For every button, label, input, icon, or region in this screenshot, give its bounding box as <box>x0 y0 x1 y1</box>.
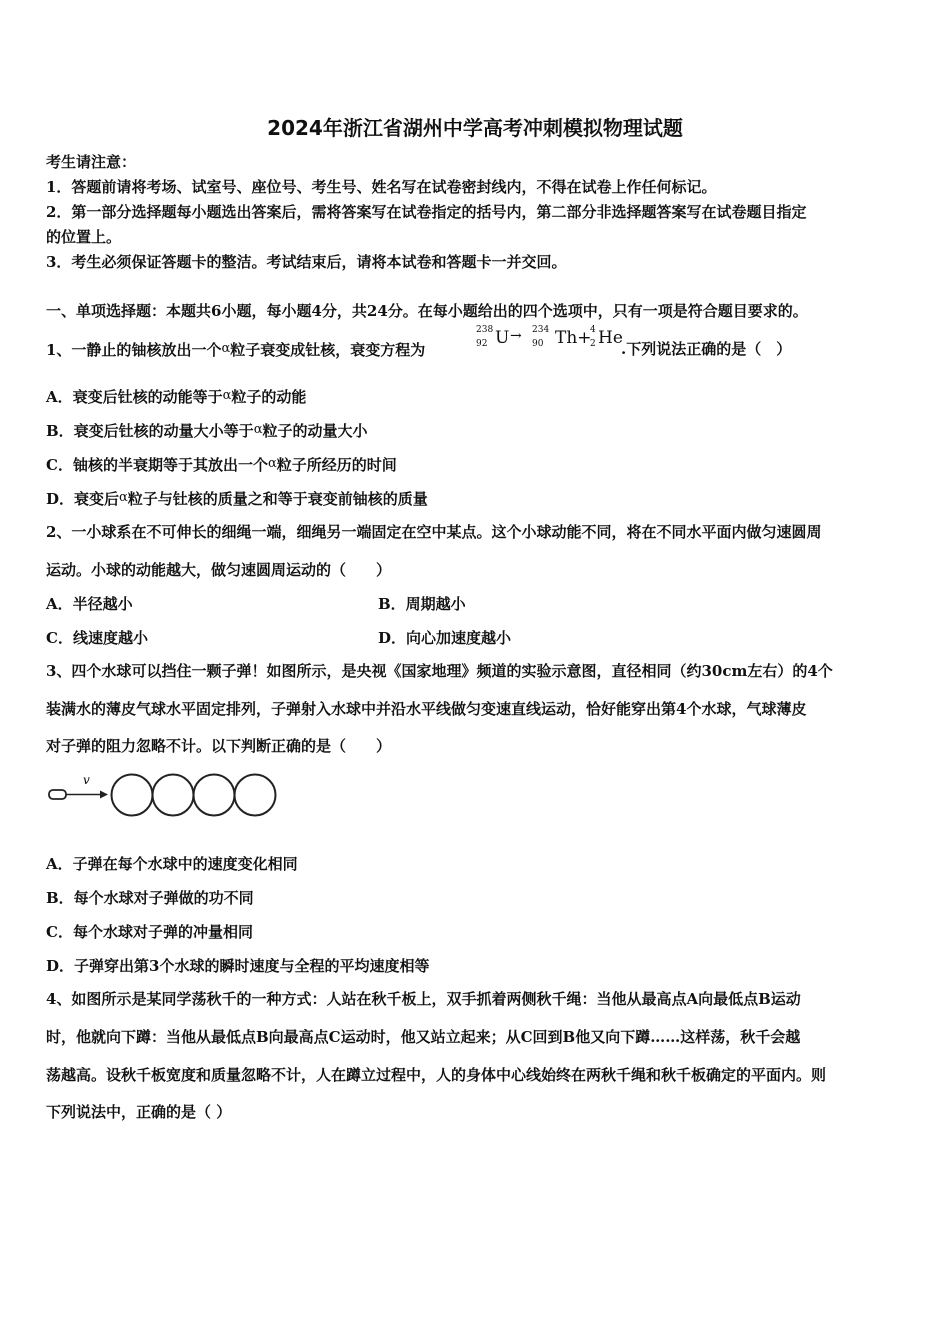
q2-option-a: A．半径越小 <box>46 595 133 613</box>
q3-stem: 装满水的薄皮气球水平固定排列，子弹射入水球中并沿水平线做匀变速直线运动，恰好能穿出第4个水球，气球薄皮 <box>46 700 807 718</box>
he-mass-number: 4 <box>590 325 596 335</box>
velocity-label: v <box>83 773 90 787</box>
water-ball-1 <box>112 775 153 816</box>
water-ball-2 <box>153 775 194 816</box>
q4-stem: 时，他就向下蹲：当他从最低点B向最高点C运动时，他又站立起来；从C回到B他又向下蹲……这样荡，秋千会越 <box>46 1028 801 1046</box>
q3-option-b: B．每个水球对子弹做的功不同 <box>46 889 254 907</box>
q1-option-b: B．衰变后钍核的动量大小等于α粒子的动量大小 <box>46 422 368 440</box>
q2-stem: 2、一小球系在不可伸长的细绳一端，细绳另一端固定在空中某点。这个小球动能不同，将在不同水平面内做匀速圆周 <box>46 523 822 541</box>
notice-item: 2．第一部分选择题每小题选出答案后，需将答案写在试卷指定的括号内，第二部分非选择题答案写在试卷题目指定 <box>46 203 807 221</box>
q2-stem: 运动。小球的动能越大，做匀速圆周运动的（ ） <box>46 561 392 579</box>
bullet-icon <box>49 790 66 799</box>
helium-symbol: He <box>598 328 623 348</box>
notice-item: 的位置上。 <box>46 228 122 246</box>
q1-option-a: A．衰变后钍核的动能等于α粒子的动能 <box>46 388 307 406</box>
q1-stem-part: 粒子衰变成钍核，衰变方程为 <box>230 341 426 359</box>
notice-item: 3．考生必须保证答题卡的整洁。考试结束后，请将本试卷和答题卡一并交回。 <box>46 253 567 271</box>
velocity-arrow-head <box>100 791 108 799</box>
q1-option-d: D．衰变后α粒子与钍核的质量之和等于衰变前铀核的质量 <box>46 490 428 508</box>
q3-option-a: A．子弹在每个水球中的速度变化相同 <box>46 855 298 873</box>
section-heading: 一、单项选择题：本题共6小题，每小题4分，共24分。在每小题给出的四个选项中，只有一项是符合题目要求的。 <box>46 302 808 320</box>
q3-stem: 对子弹的阻力忽略不计。以下判断正确的是（ ） <box>46 737 392 755</box>
alpha-symbol: α <box>221 341 231 356</box>
th-mass-number: 234 <box>532 325 550 335</box>
u-atomic-number: 92 <box>476 339 488 349</box>
q3-option-d: D．子弹穿出第3个水球的瞬时速度与全程的平均速度相等 <box>46 957 430 975</box>
q4-stem: 4、如图所示是某同学荡秋千的一种方式：人站在秋千板上，双手抓着两侧秋千绳：当他从最高点A向最低点B运动 <box>46 990 801 1008</box>
arrow-icon: → <box>510 328 522 344</box>
notice-heading: 考生请注意： <box>46 153 137 171</box>
q4-stem: 下列说法中，正确的是（ ） <box>46 1103 232 1121</box>
water-ball-4 <box>235 775 276 816</box>
q3-stem: 3、四个水球可以挡住一颗子弹！如图所示，是央视《国家地理》频道的实验示意图，直径相同（约30cm左右）的4个 <box>46 662 833 680</box>
q1-option-c: C．铀核的半衰期等于其放出一个α粒子所经历的时间 <box>46 456 397 474</box>
th-atomic-number: 90 <box>532 339 544 349</box>
q1-stem-part: 1、一静止的铀核放出一个 <box>46 341 222 359</box>
q2-option-d: D．向心加速度越小 <box>378 629 512 647</box>
water-ball-3 <box>194 775 235 816</box>
q1-stem <box>46 339 425 360</box>
q2-option-b: B．周期越小 <box>378 595 466 613</box>
q3-option-c: C．每个水球对子弹的冲量相同 <box>46 923 253 941</box>
q1-stem-end: .下列说法正确的是（ ） <box>621 340 792 358</box>
notice-item: 1．答题前请将考场、试室号、座位号、考生号、姓名写在试卷密封线内，不得在试卷上作任何标记。 <box>46 178 717 196</box>
thorium-symbol: Th+ <box>555 328 592 348</box>
u-mass-number: 238 <box>476 325 494 335</box>
q4-stem: 荡越高。设秋千板宽度和质量忽略不计，人在蹲立过程中，人的身体中心线始终在两秋千绳和秋千板确定的平面内。则 <box>46 1066 827 1084</box>
q2-option-c: C．线速度越小 <box>46 629 148 647</box>
uranium-symbol: U <box>495 328 510 348</box>
water-balls-figure <box>46 770 286 820</box>
page-title: 2024年浙江省湖州中学高考冲刺模拟物理试题 <box>267 116 683 140</box>
he-atomic-number: 2 <box>590 339 596 349</box>
